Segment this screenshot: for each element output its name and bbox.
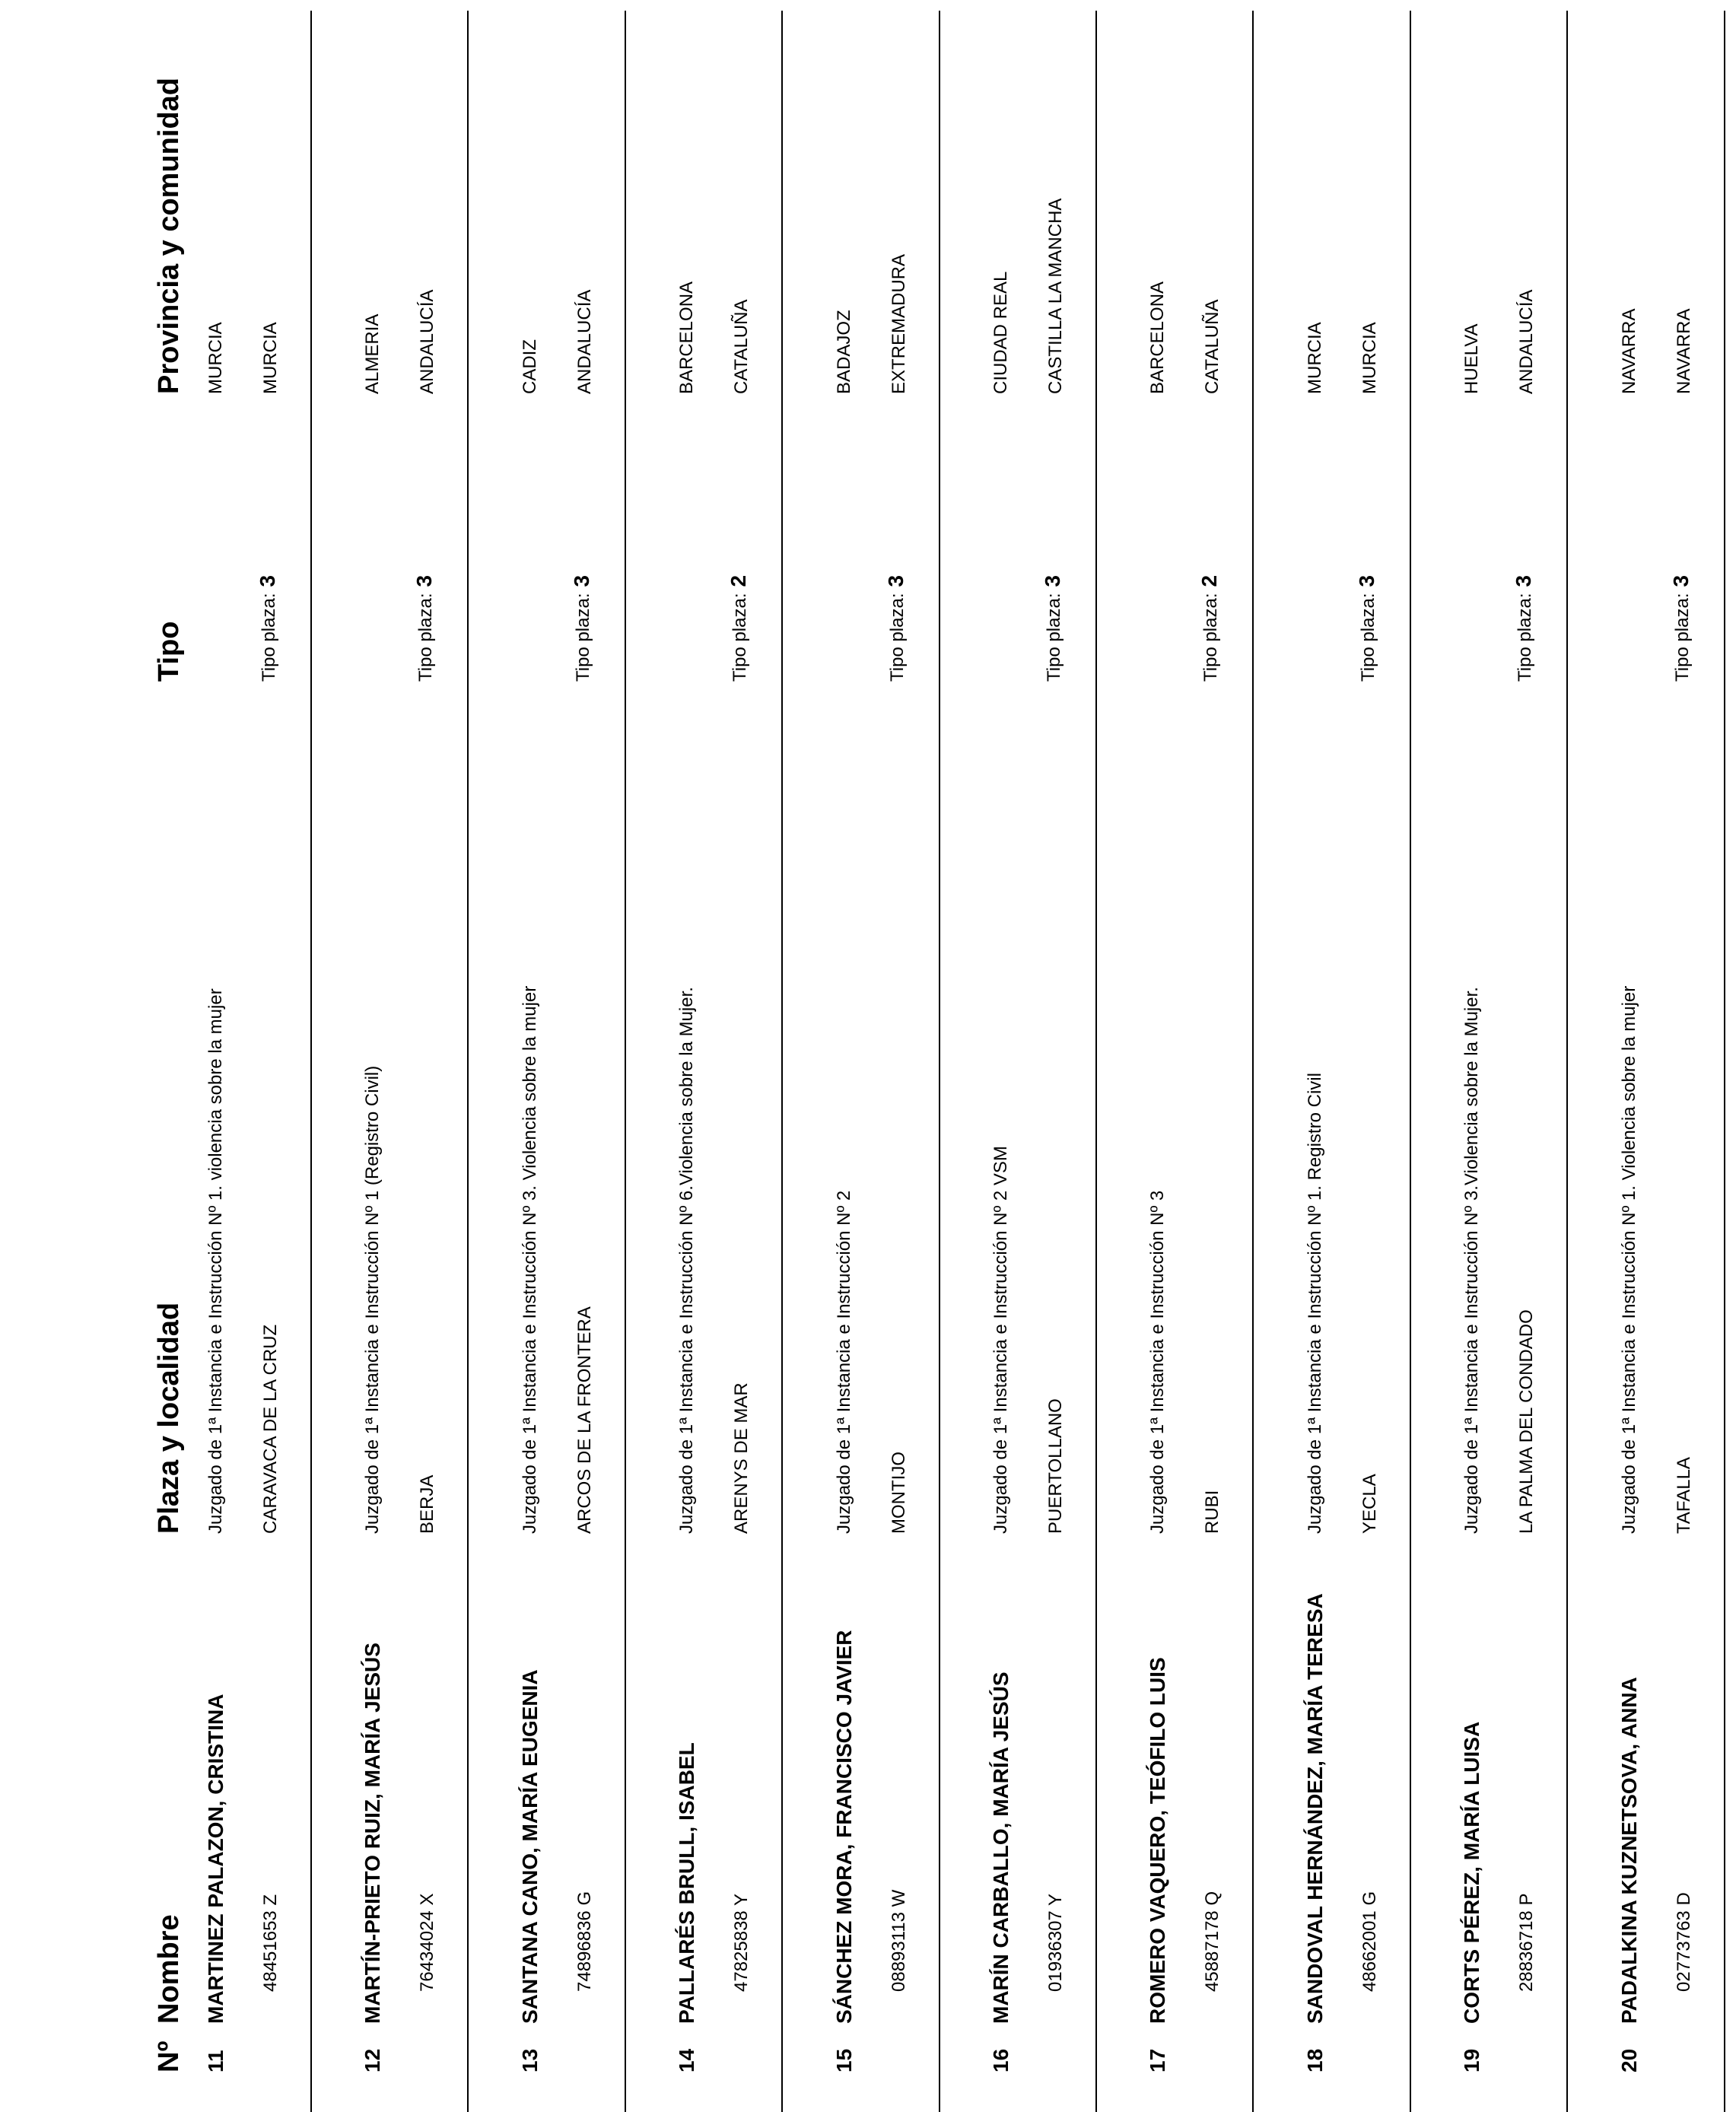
tipo-value: 3 bbox=[569, 574, 593, 587]
tipo-label: Tipo plaza: bbox=[259, 593, 279, 682]
entry-name: MARÍN CARBALLO, MARÍA JESÚS bbox=[989, 1671, 1013, 2024]
entry-tipo bbox=[570, 575, 596, 682]
entry-comunidad: EXTREMADURA bbox=[888, 253, 909, 394]
entry-name: SANTANA CANO, MARÍA EUGENIA bbox=[517, 1669, 542, 2024]
list-item bbox=[832, 0, 951, 2112]
entry-comunidad: MURCIA bbox=[1359, 322, 1380, 394]
entry-dni: 45887178 Q bbox=[1202, 1891, 1223, 1992]
row-divider bbox=[1095, 11, 1097, 2112]
row-divider bbox=[467, 11, 469, 2112]
tipo-value: 3 bbox=[1668, 574, 1693, 587]
entry-plaza: Juzgado de 1ª Instancia e Instrucción Nº 3. Violencia sobre la mujer bbox=[519, 985, 540, 1534]
entry-number: 19 bbox=[1460, 2048, 1484, 2072]
entry-number: 20 bbox=[1617, 2048, 1641, 2072]
list-item bbox=[361, 0, 479, 2112]
entry-localidad: MONTIJO bbox=[888, 1452, 909, 1534]
entry-provincia: BADAJOZ bbox=[833, 310, 854, 394]
entry-comunidad: ANDALUCÍA bbox=[417, 289, 438, 394]
entry-localidad: LA PALMA DEL CONDADO bbox=[1516, 1309, 1537, 1534]
tipo-label: Tipo plaza: bbox=[415, 593, 437, 682]
entry-name: SÁNCHEZ MORA, FRANCISCO JAVIER bbox=[831, 1630, 856, 2024]
list-item bbox=[1146, 0, 1264, 2112]
entry-localidad: ARENYS DE MAR bbox=[731, 1382, 752, 1534]
header-tipo: Tipo bbox=[153, 621, 185, 682]
list-item bbox=[1460, 0, 1579, 2112]
row-divider bbox=[1566, 11, 1568, 2112]
entry-dni: 08893113 W bbox=[888, 1889, 909, 1992]
list-item bbox=[1617, 0, 1736, 2112]
entry-number: 14 bbox=[675, 2048, 699, 2072]
entry-provincia: CIUDAD REAL bbox=[990, 271, 1011, 394]
entry-tipo bbox=[1041, 575, 1067, 682]
entry-plaza: Juzgado de 1ª Instancia e Instrucción Nº 3.Violencia sobre la Mujer. bbox=[1461, 987, 1483, 1534]
entry-comunidad: CASTILLA LA MANCHA bbox=[1045, 198, 1066, 394]
entry-number: 11 bbox=[204, 2050, 227, 2072]
list-item bbox=[518, 0, 637, 2112]
entry-tipo bbox=[1669, 575, 1695, 682]
tipo-label: Tipo plaza: bbox=[730, 593, 751, 682]
row-divider bbox=[781, 11, 783, 2112]
list-item bbox=[204, 0, 323, 2112]
entry-localidad: TAFALLA bbox=[1673, 1457, 1694, 1534]
entry-provincia: ALMERIA bbox=[362, 313, 383, 394]
entry-dni: 74896836 G bbox=[574, 1891, 595, 1992]
header-nombre: Nombre bbox=[153, 1914, 185, 2024]
entry-localidad: RUBI bbox=[1202, 1490, 1223, 1534]
entry-comunidad: CATALUÑA bbox=[731, 299, 752, 394]
entry-localidad: PUERTOLLANO bbox=[1045, 1398, 1066, 1534]
entry-dni: 02773763 D bbox=[1673, 1892, 1694, 1992]
entry-number: 15 bbox=[831, 2048, 856, 2072]
entry-plaza: Juzgado de 1ª Instancia e Instrucción Nº 1 (Registro Civil) bbox=[362, 1065, 383, 1534]
entry-dni: 48451653 Z bbox=[260, 1894, 281, 1992]
entry-dni: 01936307 Y bbox=[1045, 1893, 1066, 1992]
entry-plaza: Juzgado de 1ª Instancia e Instrucción Nº 2 VSM bbox=[990, 1146, 1011, 1534]
header-plaza: Plaza y localidad bbox=[153, 1302, 185, 1534]
tipo-value: 3 bbox=[412, 574, 437, 587]
entry-name: PADALKINA KUZNETSOVA, ANNA bbox=[1617, 1677, 1641, 2024]
row-divider bbox=[1410, 11, 1411, 2112]
tipo-value: 3 bbox=[1354, 574, 1378, 587]
row-divider bbox=[1724, 11, 1725, 2112]
tipo-label: Tipo plaza: bbox=[1671, 593, 1693, 682]
entry-name: PALLARÉS BRULL, ISABEL bbox=[675, 1742, 699, 2024]
entry-tipo bbox=[884, 575, 910, 682]
entry-provincia: HUELVA bbox=[1461, 323, 1483, 394]
header-num: Nº bbox=[153, 2040, 185, 2072]
entry-plaza: Juzgado de 1ª Instancia e Instrucción Nº 1. Registro Civil bbox=[1304, 1073, 1325, 1534]
entry-tipo bbox=[1355, 575, 1381, 682]
entry-localidad: BERJA bbox=[417, 1474, 438, 1534]
entry-plaza: Juzgado de 1ª Instancia e Instrucción Nº 3 bbox=[1147, 1190, 1168, 1534]
entry-provincia: MURCIA bbox=[1304, 322, 1325, 394]
entry-tipo bbox=[256, 575, 281, 682]
list-item bbox=[1303, 0, 1422, 2112]
entry-provincia: BARCELONA bbox=[676, 281, 698, 394]
tipo-value: 3 bbox=[883, 574, 908, 587]
tipo-value: 3 bbox=[256, 574, 279, 587]
tipo-label: Tipo plaza: bbox=[1357, 593, 1378, 682]
entry-name: MARTINEZ PALAZON, CRISTINA bbox=[204, 1694, 227, 2024]
entry-localidad: YECLA bbox=[1359, 1474, 1380, 1534]
tipo-label: Tipo plaza: bbox=[1515, 593, 1536, 682]
entry-provincia: BARCELONA bbox=[1147, 281, 1168, 394]
entry-provincia: NAVARRA bbox=[1618, 308, 1639, 394]
tipo-value: 3 bbox=[1041, 574, 1064, 587]
entry-provincia: MURCIA bbox=[205, 322, 226, 394]
row-divider bbox=[939, 11, 940, 2112]
entry-name: ROMERO VAQUERO, TEÓFILO LUIS bbox=[1146, 1657, 1170, 2024]
entry-dni: 48662001 G bbox=[1359, 1891, 1380, 1992]
tipo-value: 2 bbox=[727, 574, 751, 587]
entry-dni: 28836718 P bbox=[1516, 1893, 1537, 1992]
entry-comunidad: ANDALUCÍA bbox=[574, 289, 595, 394]
entry-plaza: Juzgado de 1ª Instancia e Instrucción Nº 2 bbox=[833, 1190, 854, 1534]
entry-localidad: ARCOS DE LA FRONTERA bbox=[574, 1306, 595, 1534]
entry-number: 13 bbox=[517, 2048, 542, 2072]
tipo-label: Tipo plaza: bbox=[1044, 593, 1064, 682]
entry-comunidad: NAVARRA bbox=[1673, 308, 1694, 394]
entry-number: 12 bbox=[361, 2048, 385, 2072]
entry-plaza: Juzgado de 1ª Instancia e Instrucción Nº 1. violencia sobre la mujer bbox=[205, 988, 226, 1534]
entry-comunidad: CATALUÑA bbox=[1202, 299, 1223, 394]
row-divider bbox=[310, 11, 312, 2112]
entry-number: 16 bbox=[989, 2048, 1013, 2072]
entry-plaza: Juzgado de 1ª Instancia e Instrucción Nº 6.Violencia sobre la Mujer. bbox=[676, 987, 698, 1534]
entry-provincia: CADIZ bbox=[519, 339, 540, 394]
entry-plaza: Juzgado de 1ª Instancia e Instrucción Nº 1. Violencia sobre la mujer bbox=[1618, 985, 1639, 1534]
tipo-label: Tipo plaza: bbox=[572, 593, 593, 682]
entry-number: 17 bbox=[1146, 2048, 1170, 2072]
row-divider bbox=[1252, 11, 1254, 2112]
header-provincia: Provincia y comunidad bbox=[153, 78, 185, 394]
tipo-label: Tipo plaza: bbox=[886, 593, 908, 682]
list-item bbox=[675, 0, 793, 2112]
tipo-value: 3 bbox=[1512, 574, 1536, 587]
entry-comunidad: MURCIA bbox=[260, 322, 281, 394]
entry-tipo bbox=[412, 575, 438, 682]
entry-name: MARTÍN-PRIETO RUIZ, MARÍA JESÚS bbox=[361, 1643, 385, 2024]
entry-name: SANDOVAL HERNÁNDEZ, MARÍA TERESA bbox=[1302, 1593, 1327, 2024]
entry-name: CORTS PÉREZ, MARÍA LUISA bbox=[1460, 1721, 1484, 2024]
tipo-label: Tipo plaza: bbox=[1200, 593, 1222, 682]
entry-tipo bbox=[727, 575, 752, 682]
entry-comunidad: ANDALUCÍA bbox=[1516, 289, 1537, 394]
entry-tipo bbox=[1197, 575, 1223, 682]
tipo-value: 2 bbox=[1197, 574, 1222, 587]
list-item bbox=[989, 0, 1108, 2112]
entry-dni: 47825838 Y bbox=[731, 1893, 752, 1992]
entry-tipo bbox=[1512, 575, 1537, 682]
row-divider bbox=[625, 11, 626, 2112]
entry-number: 18 bbox=[1302, 2048, 1327, 2072]
entry-dni: 76434024 X bbox=[417, 1893, 438, 1992]
entry-localidad: CARAVACA DE LA CRUZ bbox=[260, 1324, 281, 1534]
